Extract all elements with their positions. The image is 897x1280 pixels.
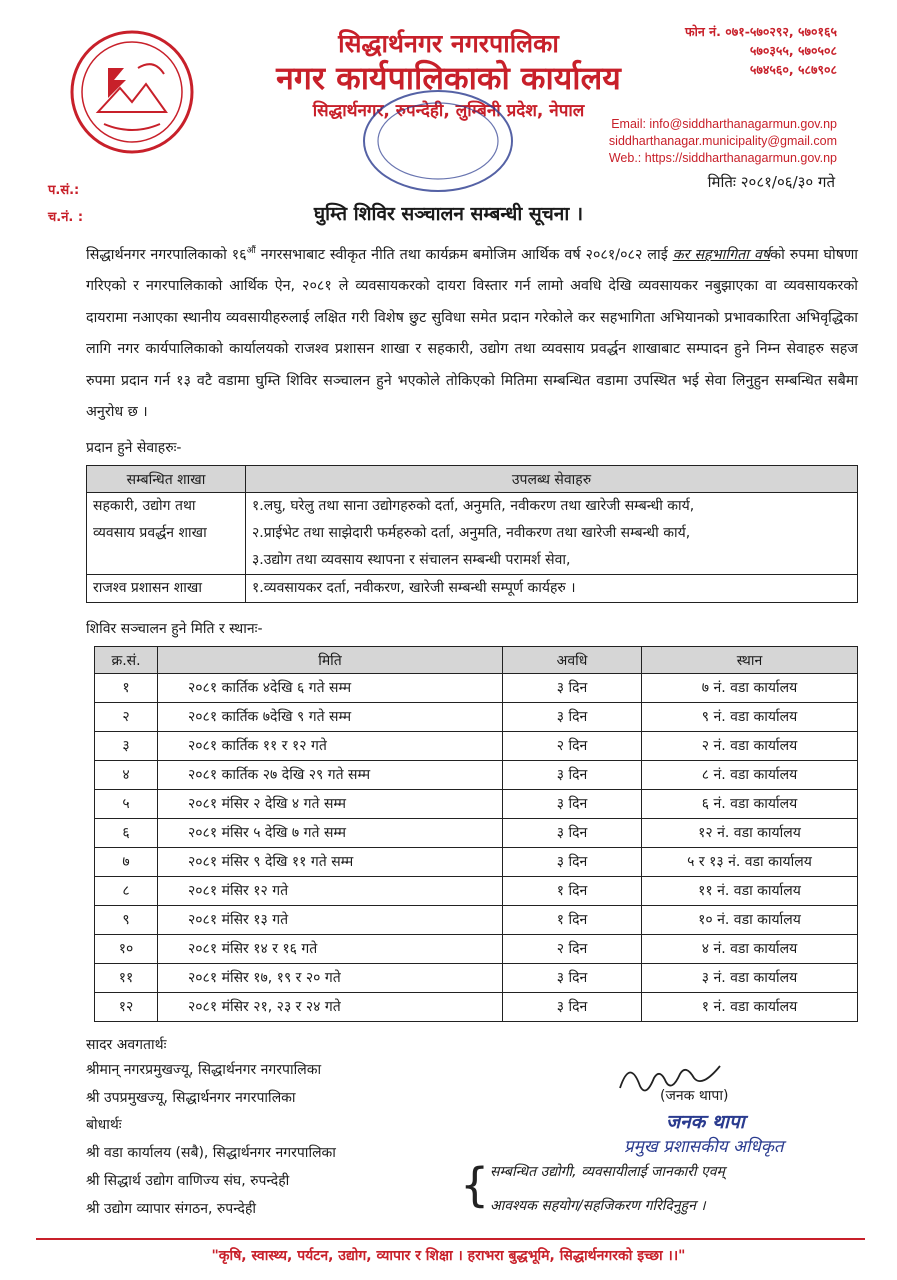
date-cell: २०८१ मंसिर १७, १९ र २० गते (158, 964, 503, 993)
website-link[interactable]: Web.: https://siddharthanagarmun.gov.np (608, 151, 837, 165)
table-row (87, 575, 858, 603)
duration-cell: ३ दिन (503, 993, 642, 1022)
sn-cell: १२ (95, 993, 158, 1022)
table-row (95, 935, 858, 964)
services-table (86, 465, 858, 603)
sn-cell: ७ (95, 848, 158, 877)
duration-cell: ३ दिन (503, 848, 642, 877)
col-date-header: मिति (158, 647, 503, 674)
bodh-note: सम्बन्धित उद्योगी, व्यवसायीलाई जानकारी एवम् (490, 1164, 725, 1180)
notice-body (86, 236, 858, 429)
col-sn-header: क्र.सं. (95, 647, 158, 674)
branch-cell: सहकारी, उद्योग तथा व्यवसाय प्रवर्द्धन शाखा (87, 493, 246, 575)
table-row (95, 674, 858, 703)
place-cell: ११ नं. वडा कार्यालय (642, 877, 858, 906)
table-row (95, 703, 858, 732)
duration-cell: ३ दिन (503, 819, 642, 848)
phone-numbers (685, 22, 837, 79)
dispatch-number-label: च.नं. : (48, 210, 84, 225)
duration-cell: २ दिन (503, 935, 642, 964)
phone-line: फोन नं. ०७१-५७०२९२, ५७०१६५ (685, 24, 837, 39)
duration-cell: ३ दिन (503, 790, 642, 819)
place-cell: ५ र १३ नं. वडा कार्यालय (642, 848, 858, 877)
sn-cell: ४ (95, 761, 158, 790)
service-item: ३.उद्योग तथा व्यवसाय स्थापना र संचालन सम्बन्धी परामर्श सेवा, (252, 552, 571, 568)
date-cell: २०८१ मंसिर २ देखि ४ गते सम्म (158, 790, 503, 819)
contact-info (609, 116, 837, 167)
bodh-recipient: श्री उद्योग व्यापार संगठन, रुपन्देही (86, 1201, 257, 1217)
sn-cell: ९ (95, 906, 158, 935)
service-item: १.व्यवसायकर दर्ता, नवीकरण, खारेजी सम्बन्धी सम्पूर्ण कार्यहरु । (252, 580, 576, 596)
table-row (95, 877, 858, 906)
notice-date: मितिः २०८१/०६/३० गते (707, 173, 835, 191)
place-cell: १ नं. वडा कार्यालय (642, 993, 858, 1022)
tax-participation-year: कर सहभागिता वर्ष (672, 246, 771, 263)
table-row (95, 993, 858, 1022)
date-cell: २०८१ मंसिर ९ देखि ११ गते सम्म (158, 848, 503, 877)
col-services-header: उपलब्ध सेवाहरु (246, 466, 858, 493)
sn-cell: १ (95, 674, 158, 703)
bodh-note: आवश्यक सहयोग/सहजिकरण गरिदिनुहुन । (490, 1198, 706, 1214)
notice-title: घुम्ति शिविर सञ्चालन सम्बन्धी सूचना । (313, 203, 584, 225)
place-cell: १० नं. वडा कार्यालय (642, 906, 858, 935)
col-duration-header: अवधि (503, 647, 642, 674)
place-cell: २ नं. वडा कार्यालय (642, 732, 858, 761)
sn-cell: ११ (95, 964, 158, 993)
municipality-name: सिद्धार्थनगर नगरपालिका (338, 29, 559, 58)
bodh-label: बोधार्थः (86, 1117, 122, 1133)
signatory-name: (जनक थापा) (660, 1088, 729, 1104)
phone-line: ५७४५६०, ५८७९०८ (749, 62, 837, 77)
email-primary[interactable]: Email: info@siddharthanagarmun.gov.np (611, 117, 837, 131)
table-row (95, 964, 858, 993)
table-row (95, 732, 858, 761)
schedule-rows (95, 674, 858, 1022)
footer-divider (36, 1238, 865, 1240)
services-cell (246, 493, 858, 575)
signatory-title: प्रमुख प्रशासकीय अधिकृत (624, 1137, 784, 1157)
duration-cell: ३ दिन (503, 674, 642, 703)
date-cell: २०८१ कार्तिक ११ र १२ गते (158, 732, 503, 761)
sn-cell: १० (95, 935, 158, 964)
date-cell: २०८१ मंसिर १४ र १६ गते (158, 935, 503, 964)
place-cell: ६ नं. वडा कार्यालय (642, 790, 858, 819)
info-recipient: श्रीमान् नगरप्रमुखज्यू, सिद्धार्थनगर नगरपालिका (86, 1062, 322, 1078)
bodh-recipient: श्री वडा कार्यालय (सबै), सिद्धार्थनगर नगरपालिका (86, 1145, 336, 1161)
col-place-header: स्थान (642, 647, 858, 674)
bodh-recipient: श्री सिद्धार्थ उद्योग वाणिज्य संघ, रुपन्देही (86, 1173, 290, 1189)
sn-cell: ३ (95, 732, 158, 761)
table-row (95, 819, 858, 848)
table-row (95, 790, 858, 819)
signatory-stamp-name: जनक थापा (666, 1111, 745, 1133)
schedule-table (94, 646, 858, 1022)
table-row (95, 761, 858, 790)
place-cell: ८ नं. वडा कार्यालय (642, 761, 858, 790)
date-cell: २०८१ कार्तिक ४देखि ६ गते सम्म (158, 674, 503, 703)
place-cell: ९ नं. वडा कार्यालय (642, 703, 858, 732)
ordinal-suffix: औं (246, 246, 256, 256)
duration-cell: १ दिन (503, 906, 642, 935)
sn-cell: ८ (95, 877, 158, 906)
office-name: नगर कार्यपालिकाको कार्यालय (276, 59, 621, 97)
schedule-heading: शिविर सञ्चालन हुने मिति र स्थानः- (86, 621, 263, 637)
office-stamp-icon (358, 86, 518, 196)
phone-line: ५७०३५५, ५७०५०८ (749, 43, 837, 58)
email-secondary[interactable]: siddharthanagar.municipality@gmail.com (608, 134, 837, 148)
footer-slogan: "कृषि, स्वास्थ्य, पर्यटन, उद्योग, व्यापार र शिक्षा । हराभरा बुद्धभूमि, सिद्धार्थनगरको इच्छा ।।" (211, 1248, 686, 1264)
date-cell: २०८१ मंसिर १२ गते (158, 877, 503, 906)
sn-cell: ५ (95, 790, 158, 819)
date-cell: २०८१ कार्तिक २७ देखि २९ गते सम्म (158, 761, 503, 790)
duration-cell: २ दिन (503, 732, 642, 761)
service-item: १.लघु, घरेलु तथा साना उद्योगहरुको दर्ता, अनुमति, नवीकरण तथा खारेजी सम्बन्धी कार्य, (252, 498, 695, 514)
date-cell: २०८१ मंसिर ५ देखि ७ गते सम्म (158, 819, 503, 848)
col-branch-header: सम्बन्धित शाखा (87, 466, 246, 493)
table-row (95, 906, 858, 935)
place-cell: १२ नं. वडा कार्यालय (642, 819, 858, 848)
services-cell (246, 575, 858, 603)
place-cell: ३ नं. वडा कार्यालय (642, 964, 858, 993)
info-label: सादर अवगतार्थः (86, 1037, 167, 1053)
brace-icon: { (460, 1158, 490, 1212)
table-row (87, 493, 858, 575)
branch-cell: राजश्व प्रशासन शाखा (87, 575, 246, 603)
duration-cell: १ दिन (503, 877, 642, 906)
services-heading: प्रदान हुने सेवाहरुः- (86, 440, 182, 456)
office-address: सिद्धार्थनगर, रुपन्देही, लुम्बिनी प्रदेश, नेपाल (312, 101, 585, 121)
body-text: सिद्धार्थनगर नगरपालिकाको १६ (86, 246, 247, 263)
duration-cell: ३ दिन (503, 964, 642, 993)
sn-cell: २ (95, 703, 158, 732)
body-text: नगरसभाबाट स्वीकृत नीति तथा कार्यक्रम बमोजिम आर्थिक वर्ष २०८१/०८२ लाई (255, 246, 673, 263)
table-row (95, 848, 858, 877)
date-cell: २०८१ मंसिर १३ गते (158, 906, 503, 935)
sn-cell: ६ (95, 819, 158, 848)
duration-cell: ३ दिन (503, 703, 642, 732)
body-text: को रुपमा घोषणा गरिएको र नगरपालिकाको आर्थिक ऐन, २०८१ ले व्यवसायकरको दायरा विस्तार गर्न लामो अवधि देखि व्यवसायकर नबुझाएका वा व्यवसायकरको दायरामा नआएका स्थानीय व्यवसायीहरुलाई लक्षित गरी विशेष छुट सुविधा समेत प्रदान गरेकोले कर सहभागिता अभियानको प्रभावकारिता अभिवृद्धिका लागि नगर कार्यपालिकाको कार्यालयको राजश्व प्रशासन शाखा र सहकारी, उद्योग तथा व्यवसाय प्रवर्द्धन शाखाबाट सम्पादन हुने निम्न सेवाहरु सहज रुपमा प्रदान गर्न १३ वटै वडामा घुम्ति शिविर सञ्चालन हुने भएकोले तोकिएको मितिमा सम्बन्धित वडामा उपस्थित भई सेवा लिनुहुन सम्बन्धित सबैमा अनुरोध छ । (86, 246, 859, 421)
service-item: २.प्राईभेट तथा साझेदारी फर्महरुको दर्ता, अनुमति, नवीकरण तथा खारेजी सम्बन्धी कार्य, (252, 525, 691, 541)
place-cell: ७ नं. वडा कार्यालय (642, 674, 858, 703)
place-cell: ४ नं. वडा कार्यालय (642, 935, 858, 964)
date-cell: २०८१ कार्तिक ७देखि ९ गते सम्म (158, 703, 503, 732)
duration-cell: ३ दिन (503, 761, 642, 790)
info-recipient: श्री उपप्रमुखज्यू, सिद्धार्थनगर नगरपालिका (86, 1090, 296, 1106)
date-cell: २०८१ मंसिर २१, २३ र २४ गते (158, 993, 503, 1022)
reference-number-label: प.सं.: (48, 183, 80, 198)
